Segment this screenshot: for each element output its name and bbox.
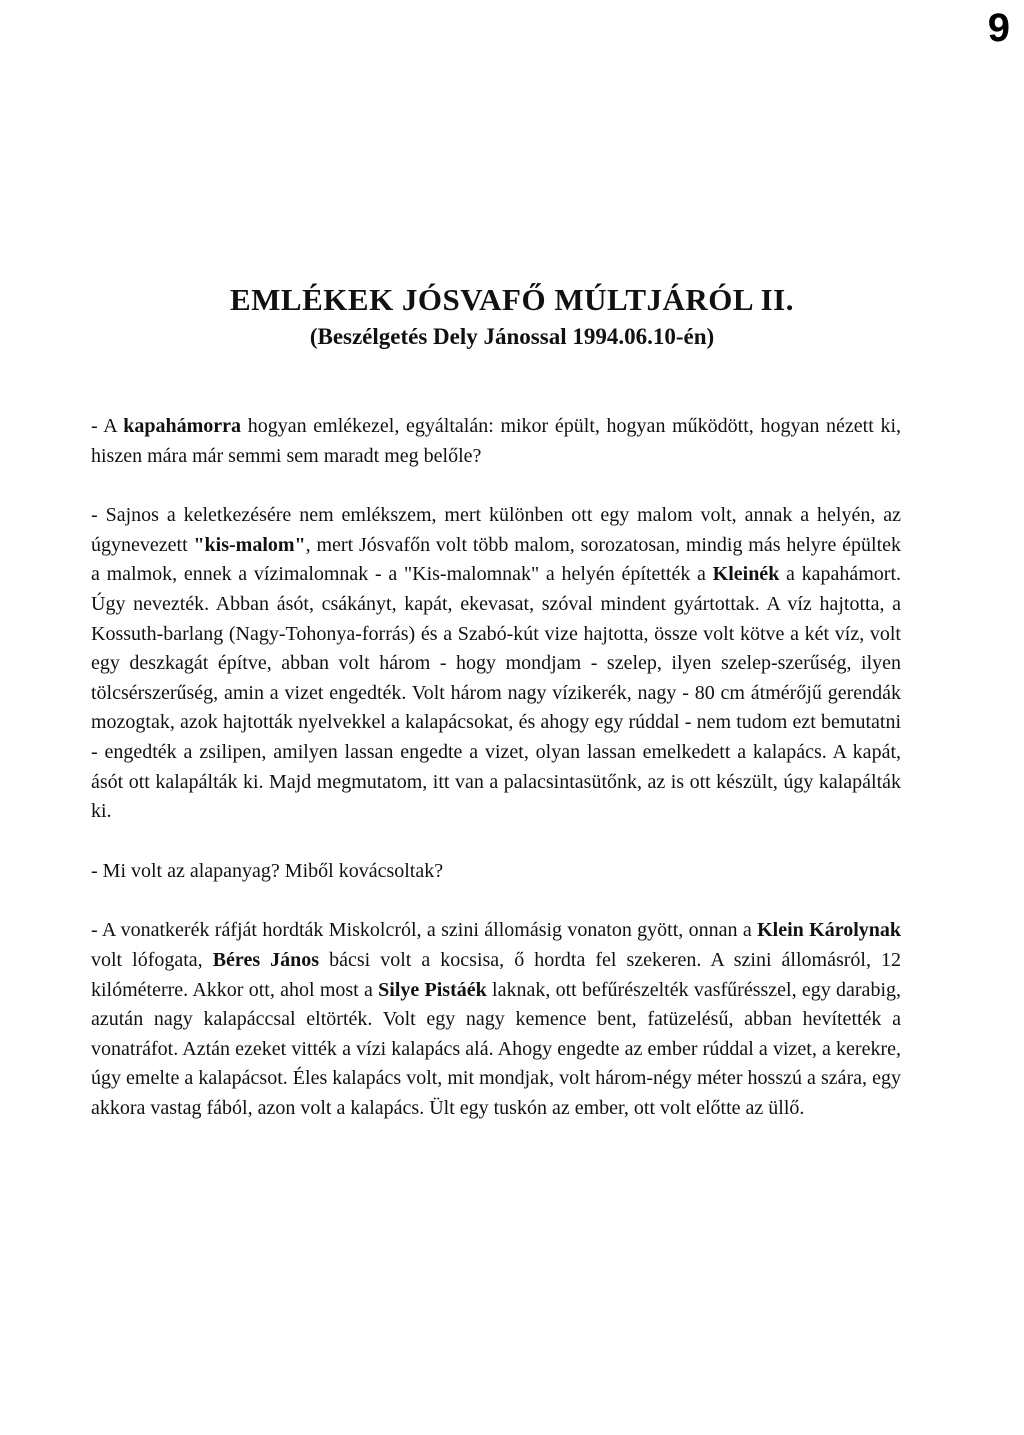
text-run: bácsi volt a kocsisa, ő hordta fel szekeren. A szini állomásról, 12 kilóméterre. Akkor ott, ahol most a bbox=[91, 948, 901, 1001]
bold-term: "kis-malom" bbox=[193, 533, 306, 556]
text-run: a kapahámort. Úgy nevezték. Abban ásót, csákányt, kapát, ekevasat, szóval mindent gyártottak. A víz hajtotta, a Kossuth-barlang (Nagy-Tohonya-forrás) és a Szabó-kút vize hajtotta, össze volt kötve a két víz, volt egy deszkagát építve, abban volt három - hogy mondjam - szelep, ilyen szelep-szerűség, ilyen tölcsérszerűség, amin a vizet engedték. Volt három nagy vízikerék, nagy - 80 cm átmérőjű gerendák mozogtak, azok hajtották nyelvekkel a kalapácsokat, és ahogy egy rúddal - nem tudom ezt bemutatni - engedték a zsilipen, amilyen lassan engedte a vizet, olyan lassan emelkedett a kalapács. A kapát, ásót ott kalapálták ki. Majd megmutatom, itt van a palacsintasütőnk, az is ott készült, úgy kalapálták ki. bbox=[91, 563, 902, 823]
title-block bbox=[0, 282, 1024, 352]
article-title: EMLÉKEK JÓSVAFŐ MÚLTJÁRÓL II. bbox=[229, 282, 794, 317]
paragraph-answer-2 bbox=[91, 916, 901, 1123]
article-body bbox=[91, 412, 901, 1153]
bold-term: kapahámorra bbox=[123, 415, 242, 437]
paragraph-answer-1 bbox=[91, 501, 901, 827]
text-run: , mert Jósvafőn volt több malom, sorozatosan, mindig más helyre épültek a malmok, ennek a vízimalomnak - a "Kis-malomnak" a helyén építették a bbox=[91, 533, 902, 586]
bold-term: Béres János bbox=[212, 948, 320, 971]
article-subtitle: (Beszélgetés Dely Jánossal 1994.06.10-én) bbox=[309, 324, 715, 349]
text-run: - A bbox=[91, 415, 124, 437]
bold-term: Silye Pistáék bbox=[378, 978, 487, 1001]
text-run: - Sajnos a keletkezésére nem emlékszem, mert különben ott egy malom volt, annak a helyén, az úgynevezett bbox=[91, 504, 901, 556]
text-run: laknak, ott befűrészelték vasfűrésszel, egy darabig, azután nagy kalapáccsal eltörték. Volt egy nagy kemence bent, fatüzelésű, abban hevítették a vonatráfot. Aztán ezeket vitték a vízi kalapács alá. Ahogy engedte az ember rúddal a vizet, a kerekre, úgy emelte a kalapácsot. Éles kalapács volt, mit mondjak, volt három-négy méter hosszú a szára, egy akkora vastag fából, azon volt a kalapács. Ült egy tuskón az ember, ott volt előtte az üllő. bbox=[91, 978, 901, 1119]
text-run: hogyan emlékezel, egyáltalán: mikor épült, hogyan működött, hogyan nézett ki, hiszen mára már semmi sem maradt meg belőle? bbox=[91, 415, 902, 467]
page-number: 9 bbox=[987, 6, 1010, 50]
paragraph-question-2 bbox=[91, 857, 901, 887]
text-run: - A vonatkerék ráfját hordták Miskolcról, a szini állomásig vonaton gyött, onnan a bbox=[91, 919, 758, 942]
text-run: - Mi volt az alapanyag? Miből kovácsoltak? bbox=[91, 859, 444, 882]
bold-term: Kleinék bbox=[712, 563, 780, 586]
paragraph-question-1 bbox=[91, 412, 901, 471]
bold-term: Klein Károlynak bbox=[757, 919, 902, 942]
text-run: volt lófogata, bbox=[91, 948, 213, 971]
